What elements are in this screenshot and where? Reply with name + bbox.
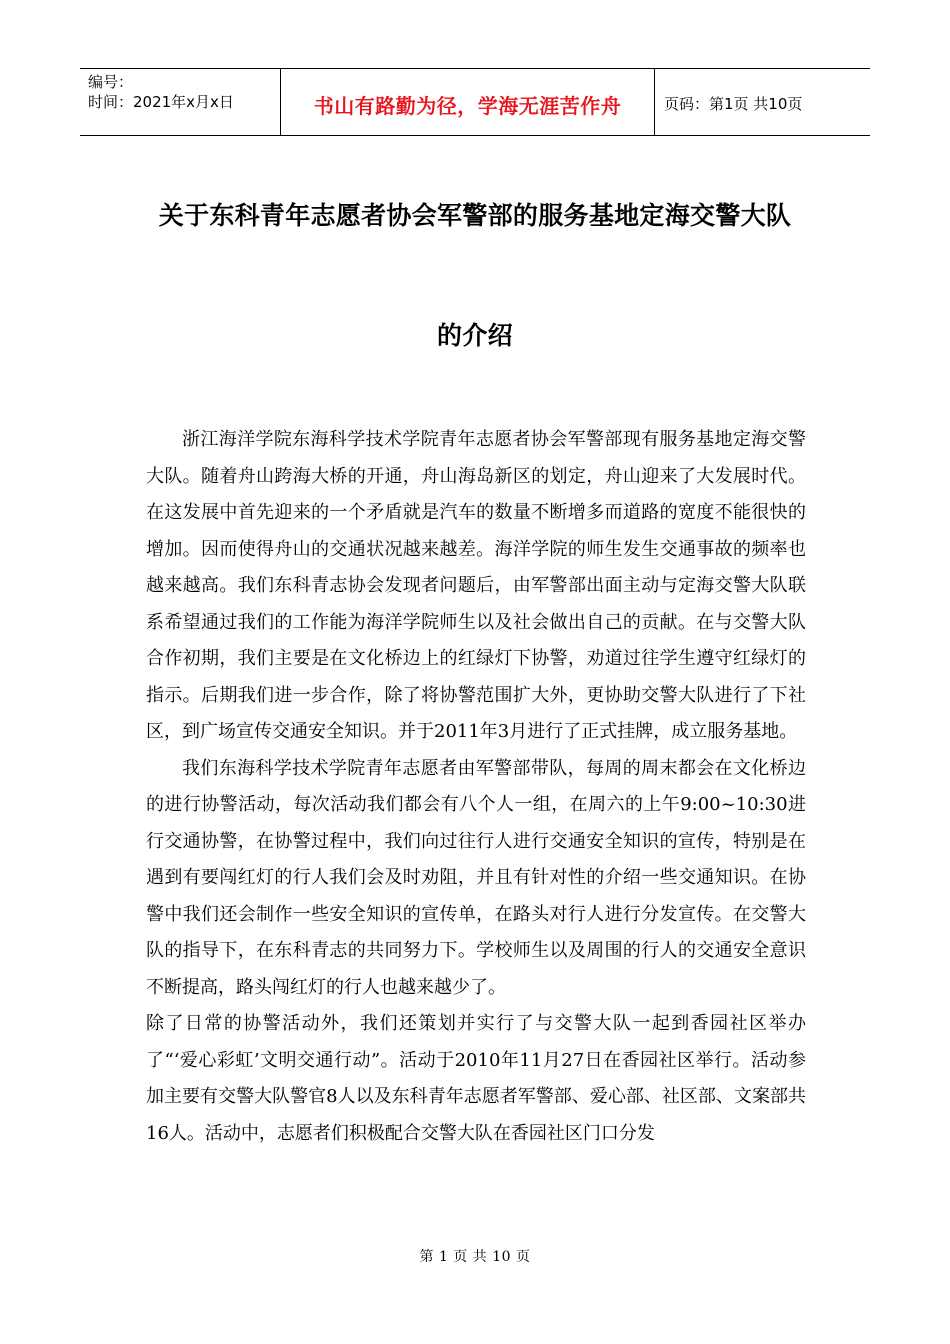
header-meta (80, 69, 281, 135)
header-page-info: 页码：第1页 共10页 (664, 95, 803, 113)
document-title-line2: 的介绍 (437, 321, 513, 350)
paragraph: 除了日常的协警活动外，我们还策划并实行了与交警大队一起到香园社区举办了“‘爱心彩虹’文明交通行动”。活动于2010年11月27日在香园社区举行。活动参加主要有交警大队警官8人以及东科青年志愿者军警部、爱心部、社区部、文案部共16人。活动中，志愿者们积极配合交警大队在香园社区门口分发 (146, 1013, 806, 1144)
number-label: 编号： (88, 73, 134, 91)
time-label: 时间：2021年x月x日 (88, 93, 234, 111)
paragraph: 浙江海洋学院东海科学技术学院青年志愿者协会军警部现有服务基地定海交警大队。随着舟山跨海大桥的开通，舟山海岛新区的划定，舟山迎来了大发展时代。在这发展中首先迎来的一个矛盾就是汽车的数量不断增多而道路的宽度不能很快的增加。因而使得舟山的交通状况越来越差。海洋学院的师生发生交通事故的频率也越来越高。我们东科青志协会发现者问题后，由军警部出面主动与定海交警大队联系希望通过我们的工作能为海洋学院师生以及社会做出自己的贡献。在与交警大队合作初期，我们主要是在文化桥边上的红绿灯下协警，劝道过往学生遵守红绿灯的指示。后期我们进一步合作，除了将协警范围扩大外，更协助交警大队进行了下社区，到广场宣传交通安全知识。并于2011年3月进行了正式挂牌，成立服务基地。 (146, 429, 806, 742)
paragraph: 我们东海科学技术学院青年志愿者由军警部带队，每周的周末都会在文化桥边的进行协警活动，每次活动我们都会有八个人一组，在周六的上午9:00~10:30进行交通协警，在协警过程中，我们向过往行人进行交通安全知识的宣传，特别是在遇到有要闯红灯的行人我们会及时劝阻，并且有针对性的介绍一些交通知识。在协警中我们还会制作一些安全知识的宣传单，在路头对行人进行分发宣传。在交警大队的指导下，在东科青志的共同努力下。学校师生以及周围的行人的交通安全意识不断提高，路头闯红灯的行人也越来越少了。 (146, 757, 806, 998)
document-title-line1: 关于东科青年志愿者协会军警部的服务基地定海交警大队 (158, 201, 792, 230)
page-header (80, 68, 870, 136)
header-motto: 书山有路勤为径，学海无涯苦作舟 (281, 69, 655, 135)
page-footer: 第 1 页 共 10 页 (419, 1249, 531, 1265)
document-body (146, 422, 806, 1152)
